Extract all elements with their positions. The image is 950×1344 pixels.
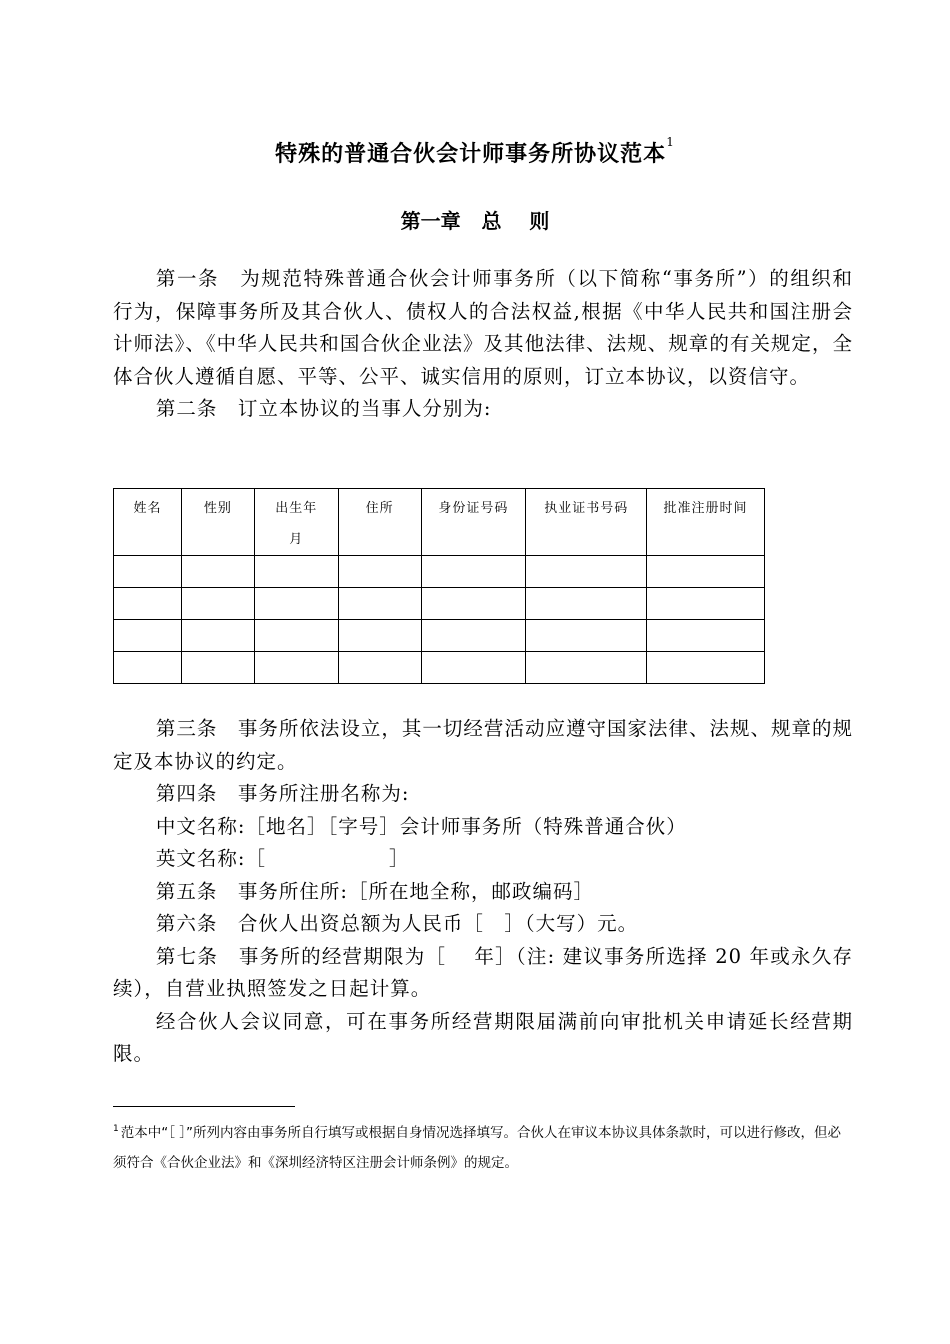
article-paragraph: 第二条 订立本协议的当事人分别为: <box>155 397 492 420</box>
table-cell[interactable] <box>254 556 338 588</box>
table-cell[interactable] <box>338 556 421 588</box>
table-row <box>114 588 765 620</box>
article-paragraph: 第六条 合伙人出资总额为人民币［ ］（大写）元。 <box>155 912 639 935</box>
table-row <box>114 620 765 652</box>
table-cell[interactable] <box>421 588 526 620</box>
table-cell[interactable] <box>181 556 254 588</box>
table-cell[interactable] <box>647 588 765 620</box>
table-cell[interactable] <box>647 556 765 588</box>
table-cell[interactable] <box>338 652 421 684</box>
column-header-gender: 性别 <box>181 489 254 556</box>
footnote-mark: 1 <box>113 1124 119 1134</box>
table-cell[interactable] <box>114 652 182 684</box>
table-cell[interactable] <box>338 588 421 620</box>
partner-table <box>113 488 765 684</box>
table-cell[interactable] <box>254 652 338 684</box>
table-row <box>114 556 765 588</box>
article-paragraph: 第七条 事务所的经营期限为［ 年］（注: 建议事务所选择 20 年或永久存续），自营业执照签发之日起计算。 <box>113 944 853 1000</box>
footnote-text: 范本中“［ ］”所列内容由事务所自行填写或根据自身情况选择填写。合伙人在审议本协议具体条款时，可以进行修改，但必须符合《合伙企业法》和《深圳经济特区注册会计师条例》的规定。 <box>113 1125 842 1171</box>
articles-section-1 <box>113 263 853 426</box>
table-cell[interactable] <box>181 588 254 620</box>
document-title <box>0 137 950 168</box>
table-cell[interactable] <box>114 556 182 588</box>
table-cell[interactable] <box>526 556 647 588</box>
table-cell[interactable] <box>526 652 647 684</box>
footnote-reference-mark: 1 <box>666 135 675 149</box>
table-cell[interactable] <box>647 652 765 684</box>
article-paragraph: 中文名称:［地名］［字号］会计师事务所（特殊普通合伙） <box>155 814 687 838</box>
table-cell[interactable] <box>181 652 254 684</box>
articles-section-2 <box>113 713 853 1071</box>
table-cell[interactable] <box>254 588 338 620</box>
table-cell[interactable] <box>421 620 526 652</box>
column-header-birth-date: 出生年月 <box>254 489 338 556</box>
article-paragraph: 第四条 事务所注册名称为: <box>155 782 410 805</box>
footnote-separator <box>113 1106 295 1107</box>
footnote <box>113 1118 853 1178</box>
column-header-registration-time: 批准注册时间 <box>647 489 765 556</box>
table-cell[interactable] <box>114 588 182 620</box>
chapter-heading: 第一章 总 则 <box>400 209 550 233</box>
table-cell[interactable] <box>114 620 182 652</box>
column-header-address: 住所 <box>338 489 421 556</box>
article-paragraph: 第五条 事务所住所:［所在地全称，邮政编码］ <box>155 879 594 903</box>
table-cell[interactable] <box>421 652 526 684</box>
column-header-license-number: 执业证书号码 <box>526 489 647 556</box>
column-header-id-number: 身份证号码 <box>421 489 526 556</box>
table-cell[interactable] <box>421 556 526 588</box>
table-cell[interactable] <box>181 620 254 652</box>
article-paragraph: 第三条 事务所依法设立，其一切经营活动应遵守国家法律、法规、规章的规定及本协议的约定。 <box>113 717 853 773</box>
document-title-text: 特殊的普通合伙会计师事务所协议范本 <box>275 141 667 167</box>
column-header-name: 姓名 <box>114 489 182 556</box>
table-row <box>114 652 765 684</box>
article-paragraph: 经合伙人会议同意，可在事务所经营期限届满前向审批机关申请延长经营期限。 <box>113 1009 853 1065</box>
table-cell[interactable] <box>526 620 647 652</box>
table-cell[interactable] <box>338 620 421 652</box>
article-paragraph: 英文名称:［ ］ <box>155 847 410 870</box>
table-cell[interactable] <box>526 588 647 620</box>
article-paragraph: 第一条 为规范特殊普通合伙会计师事务所（以下简称“事务所”）的组织和行为，保障事务所及其合伙人、债权人的合法权益,根据《中华人民共和国注册会计师法》、《中华人民共和国合伙企业法》及其他法律、法规、规章的有关规定，全体合伙人遵循自愿、平等、公平、诚实信用的原则，订立本协议，以资信守。 <box>113 267 853 388</box>
table-cell[interactable] <box>254 620 338 652</box>
table-cell[interactable] <box>647 620 765 652</box>
table-header-row <box>114 489 765 556</box>
